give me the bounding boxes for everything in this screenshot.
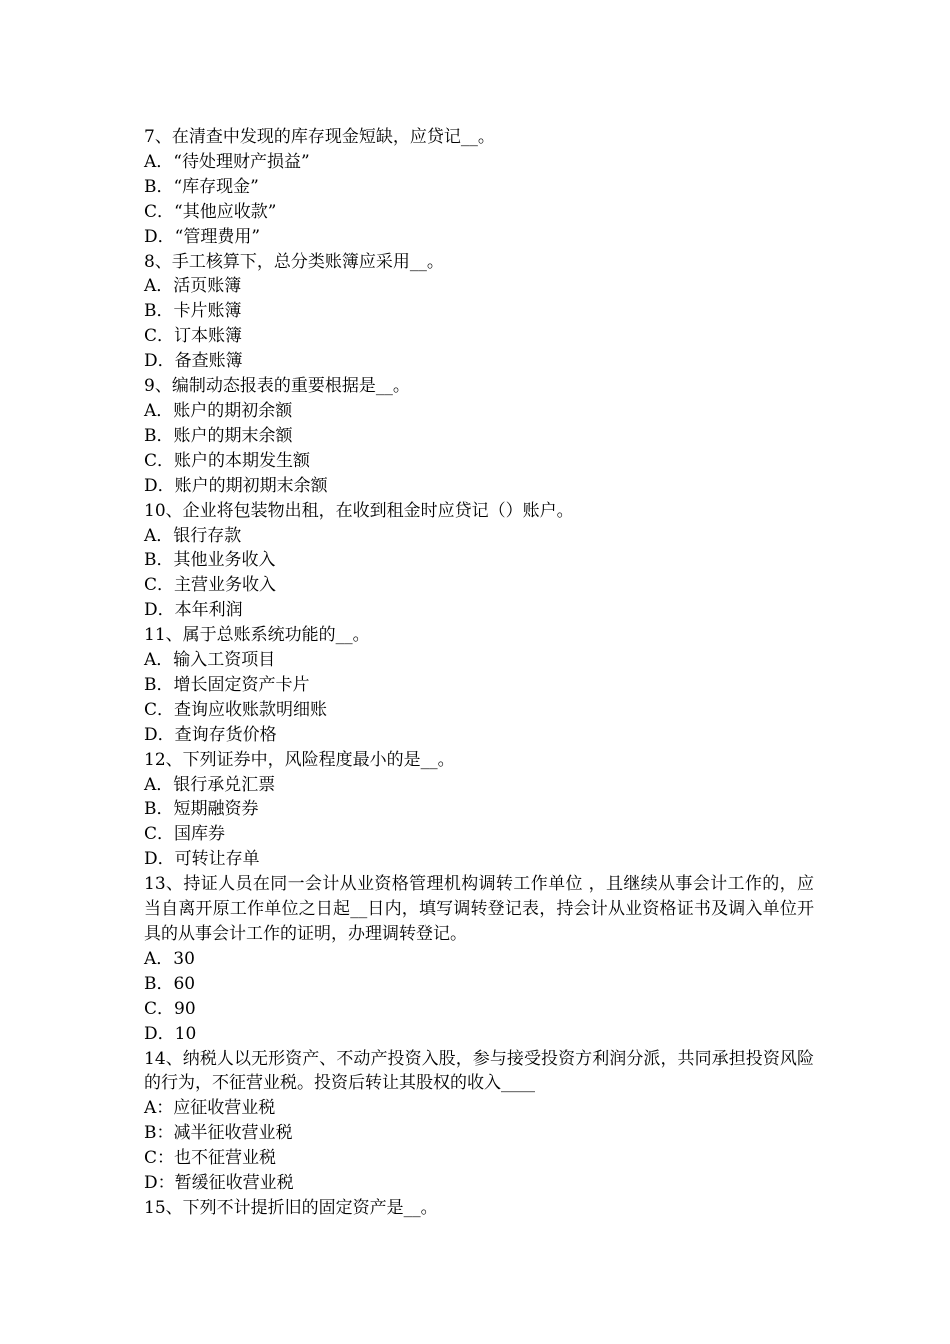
option-b: B．账户的期末余额	[144, 425, 293, 446]
option-a: A．活页账簿	[144, 276, 242, 297]
option-d: D：暂缓征收营业税	[144, 1173, 294, 1194]
option-a: A．30	[144, 948, 195, 969]
option-a: A．银行存款	[144, 525, 242, 546]
option-a: A．“待处理财产损益”	[144, 151, 310, 172]
question-12	[144, 748, 814, 873]
option-a: A．输入工资项目	[144, 650, 276, 671]
option-a: A：应征收营业税	[144, 1098, 276, 1119]
option-d: D．账户的期初期末余额	[144, 475, 328, 496]
option-b: B：减半征收营业税	[144, 1123, 293, 1144]
option-d: D．查询存货价格	[144, 724, 277, 745]
option-d: D．本年利润	[144, 600, 243, 621]
question-text: 14、纳税人以无形资产、不动产投资入股，参与接受投资方利润分派，共同承担投资风险的行为，不征营业税。投资后转让其股权的收入____	[144, 1048, 814, 1094]
question-text: 8、手工核算下，总分类账簿应采用__。	[144, 251, 444, 272]
option-b: B．60	[144, 973, 196, 994]
option-d: D．10	[144, 1023, 197, 1044]
question-7	[144, 125, 814, 250]
document-page	[144, 125, 814, 1221]
option-a: A．银行承兑汇票	[144, 774, 276, 795]
option-c: C．查询应收账款明细账	[144, 699, 328, 720]
option-d: D．备查账簿	[144, 351, 243, 372]
option-c: C．国库券	[144, 824, 226, 845]
question-13	[144, 872, 814, 1046]
question-8	[144, 250, 814, 375]
question-text: 12、下列证券中，风险程度最小的是__。	[144, 749, 455, 770]
option-c: C：也不征营业税	[144, 1148, 277, 1169]
option-b: B．增长固定资产卡片	[144, 674, 310, 695]
question-11	[144, 623, 814, 748]
option-c: C．“其他应收款”	[144, 201, 277, 222]
option-b: B．其他业务收入	[144, 550, 276, 571]
option-a: A．账户的期初余额	[144, 400, 293, 421]
question-text: 15、下列不计提折旧的固定资产是__。	[144, 1197, 438, 1218]
question-text: 11、属于总账系统功能的__。	[144, 625, 370, 646]
question-10	[144, 499, 814, 624]
option-d: D．“管理费用”	[144, 226, 261, 247]
question-text: 13、持证人员在同一会计从业资格管理机构调转工作单位 ，且继续从事会计工作的，应当自离开原工作单位之日起__日内，填写调转登记表，持会计从业资格证书及调入单位开具的从事会计工作的证明，办理调转登记。	[144, 874, 814, 944]
question-9	[144, 374, 814, 499]
option-b: B．“库存现金”	[144, 176, 259, 197]
question-text: 10、企业将包装物出租，在收到租金时应贷记（）账户。	[144, 500, 574, 521]
question-text: 9、编制动态报表的重要根据是__。	[144, 376, 410, 397]
question-15	[144, 1196, 814, 1221]
question-text: 7、在清查中发现的库存现金短缺，应贷记__。	[144, 127, 495, 147]
option-c: C．订本账簿	[144, 326, 243, 347]
option-b: B．卡片账簿	[144, 301, 242, 322]
option-c: C．账户的本期发生额	[144, 450, 311, 471]
question-14	[144, 1047, 814, 1196]
option-d: D．可转让存单	[144, 849, 260, 870]
option-c: C．90	[144, 998, 196, 1019]
option-c: C．主营业务收入	[144, 575, 277, 596]
option-b: B．短期融资券	[144, 799, 259, 820]
